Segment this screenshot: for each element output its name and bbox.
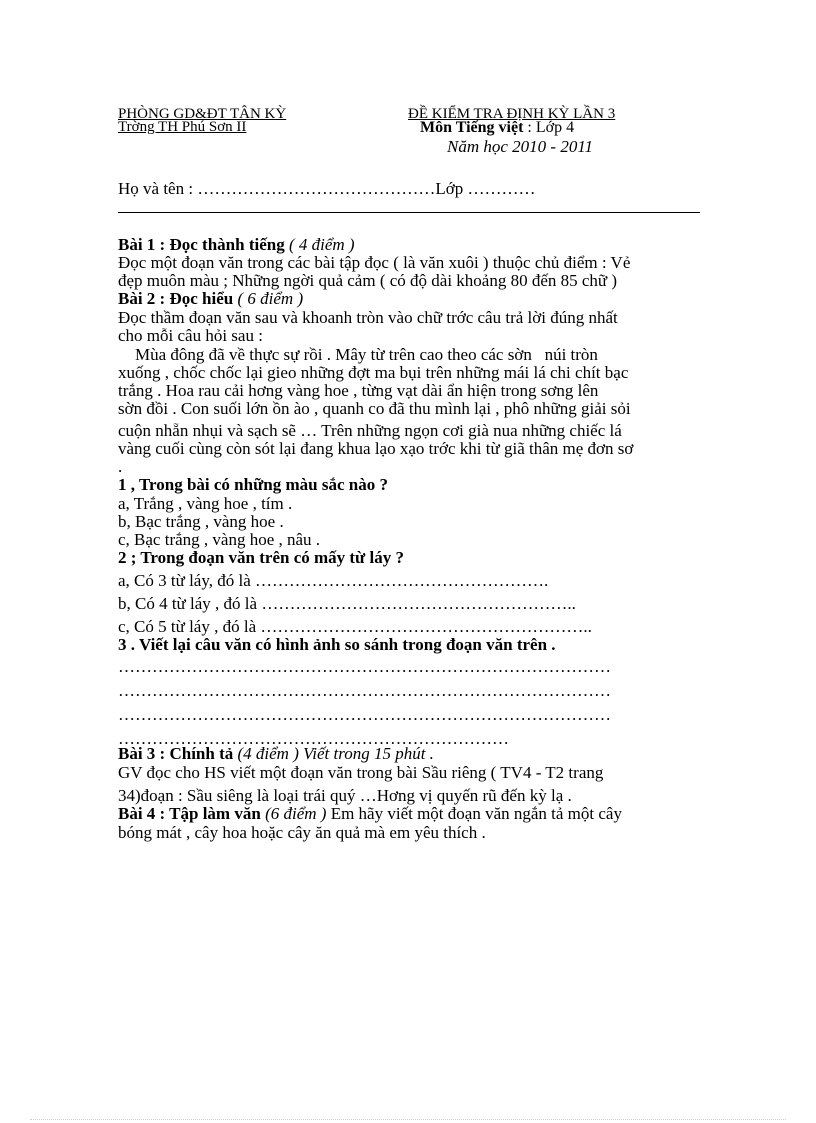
bai4-points: (6 điểm ) [260,804,327,823]
answer-dotted-line: …………………………………………………………………………… [118,681,611,700]
q1-option-a: a, Trắng , vàng hoe , tím . [118,494,293,513]
passage-line: vàng cuối cùng còn sót lại đang khua lạo xạo trớc khi từ giã thân mẹ đơn sơ [118,439,634,458]
bai2-instruction-line2: cho mỗi câu hỏi sau : [118,326,263,345]
bai3-heading [118,745,434,763]
bai4-line2: bóng mát , cây hoa hoặc cây ăn quả mà em yêu thích . [118,823,486,842]
page-bottom-border [30,1119,786,1120]
passage-line: xuống , chốc chốc lại gieo những đợt ma bụi trên những mái lá chi chít bạc [118,363,629,382]
department-name: PHÒNG GD&ĐT TÂN KỲ [118,106,287,122]
school-name: Trờng TH Phú Sơn II [118,119,247,135]
passage-line: trắng . Hoa rau cải hơng vàng hoe , từng vạt dài ẩn hiện trong sơng lên [118,381,599,400]
q2-option-a: a, Có 3 từ láy, đó là ……………………………………………. [118,571,549,590]
bai3-line1: GV đọc cho HS viết một đoạn văn trong bài Sầu riêng ( TV4 - T2 trang [118,763,604,782]
subject: Môn Tiếng việt [420,119,524,136]
answer-dotted-line: …………………………………………………………… [118,729,509,748]
q1-option-b: b, Bạc trắng , vàng hoe . [118,512,284,531]
bai1-title: Bài 1 : Đọc thành tiếng [118,235,285,254]
bai1-line1: Đọc một đoạn văn trong các bài tập đọc ( là văn xuôi ) thuộc chủ điểm : Vẻ [118,253,631,272]
question-2: 2 ; Trong đoạn văn trên có mấy từ láy ? [118,548,404,567]
bai1-points: ( 4 điểm ) [284,235,355,254]
exam-title: ĐỀ KIỂM TRA ĐỊNH KỲ LẦN 3 [408,106,616,122]
bai2-points: ( 6 điểm ) [233,289,304,308]
bai1-line2: đẹp muôn màu ; Những ngời quả cảm ( có độ dài khoảng 80 đến 85 chữ ) [118,271,618,290]
question-1: 1 , Trong bài có những màu sắc nào ? [118,475,388,494]
bai2-heading [118,290,303,308]
header-divider [118,212,700,213]
school-year: Năm học 2010 - 2011 [447,137,594,156]
bai4-heading [118,805,622,823]
question-3: 3 . Viết lại câu văn có hình ảnh so sánh trong đoạn văn trên . [118,635,556,654]
bai3-points: (4 điểm ) Viết trong 15 phút . [233,744,434,763]
bai4-title: Bài 4 : Tập làm văn [118,804,261,823]
q2-option-b: b, Có 4 từ láy , đó là ……………………………………………….. [118,594,576,613]
bai3-title: Bài 3 : Chính tả [118,744,234,763]
passage-line: cuộn nhẵn nhụi và sạch sẽ … Trên những ngọn cơi già nua những chiếc lá [118,421,622,440]
answer-dotted-line: …………………………………………………………………………… [118,705,611,724]
bai2-instruction-line1: Đọc thầm đoạn văn sau và khoanh tròn vào chữ trớc câu trả lời đúng nhất [118,308,618,327]
passage-line: . [118,457,123,476]
passage-line: Mùa đông đã về thực sự rồi . Mây từ trên cao theo các sờn núi tròn [118,345,598,364]
bai4-line1-rest: Em hãy viết một đoạn văn ngắn tả một cây [326,804,622,823]
grade: : Lớp 4 [523,119,575,136]
q2-option-c: c, Có 5 từ láy , đó là ………………………………………………….. [118,617,592,636]
student-name-line: Họ và tên : ……………………………………Lớp ………… [118,179,536,198]
bai3-line2: 34)đoạn : Sầu siêng là loại trái quý …Hơng vị quyến rũ đến kỳ lạ . [118,786,572,805]
bai1-heading [118,236,355,254]
subject-line [420,119,574,137]
passage-line: sờn đồi . Con suối lớn ồn ào , quanh co đã thu mình lại , phô những giải sỏi [118,399,631,418]
bai2-title: Bài 2 : Đọc hiểu [118,289,234,308]
answer-dotted-line: …………………………………………………………………………… [118,657,611,676]
q1-option-c: c, Bạc trắng , vàng hoe , nâu . [118,530,321,549]
